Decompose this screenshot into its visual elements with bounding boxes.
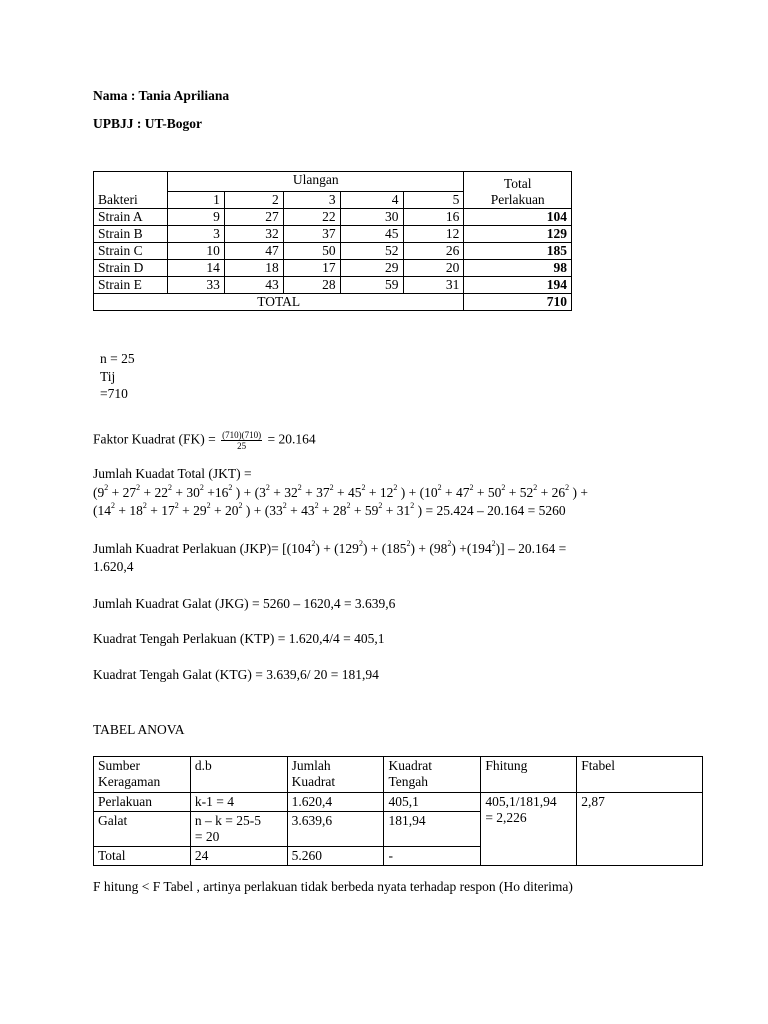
anova-jk: 3.639,6 [287,812,384,847]
table-row [94,243,572,260]
cell: 22 [283,209,340,226]
anova-db: 24 [190,847,287,866]
anova-header-sumber [94,757,191,793]
anova-header-text: Sumber [98,758,140,773]
table-row [94,277,572,294]
cell: 12 [403,226,464,243]
anova-db [190,812,287,847]
anova-header-fhitung: Fhitung [481,757,577,793]
student-name: Nama : Tania Apriliana [93,88,230,103]
rep-header: 3 [283,192,340,209]
grand-total-label: TOTAL [94,294,464,311]
table-row [94,793,703,812]
row-label: Strain C [94,243,168,260]
anova-sumber: Total [94,847,191,866]
table-row [94,260,572,277]
jkp-line-2: 1.620,4 [93,559,134,574]
anova-kt: - [384,847,481,866]
cell: 20 [403,260,464,277]
cell: 52 [340,243,403,260]
cell: 31 [403,277,464,294]
cell: 33 [168,277,225,294]
anova-jk: 5.260 [287,847,384,866]
jkp-line-1: Jumlah Kuadrat Perlakuan $(JKP)= [(104^2) + (129^2) + (185^2) + (98^2) +(194^2)] - 20.164$ = [93,539,567,556]
anova-header-text: Kuadrat [291,774,336,789]
header-total-perlakuan [464,172,572,209]
jkt-line-3: ($14^2 + 18^2 + 17^2 + 29^2 + 20^2$ ) + ($33^2 + 43^2 + 28^2 + 59^2 + 31^2$ ) = 25.424 – 20.164 = 5260 [93,501,566,518]
header-total-line2: Perlakuan [490,192,545,207]
anova-ftabel: 2,87 [577,793,703,866]
grand-total-row [94,294,572,311]
rep-header: 1 [168,192,225,209]
row-total: 129 [464,226,572,243]
jkt-title: Jumlah Kuadat Total (JKT) = [93,466,252,481]
cell: 27 [224,209,283,226]
fk-formula [93,430,316,451]
cell: 59 [340,277,403,294]
cell: 10 [168,243,225,260]
table-row [94,209,572,226]
anova-db-line2: = 20 [194,829,220,844]
upbjj-label: UPBJJ : UT-Bogor [93,116,203,131]
row-label: Strain D [94,260,168,277]
fk-label: Faktor Kuadrat (FK) = [93,431,220,447]
fhitung-line1: 405,1/181,94 [485,794,557,809]
anova-fhitung [481,793,577,866]
cell: 3 [168,226,225,243]
anova-header-ftabel: Ftabel [577,757,703,793]
anova-db: k-1 = 4 [190,793,287,812]
jkt-line-2: ($9^2 + 27^2 + 22^2 + 30^2 +16^2$ ) + ($3^2 + 32^2 + 37^2 + 45^2 + 12^2$ ) + ($10^2 + 47^2 + 50^2 + 52^2 + 26^2$ ) + [93,483,588,500]
fk-denominator: 25 [237,441,247,451]
anova-header-text: Tengah [388,774,429,789]
cell: 43 [224,277,283,294]
row-label: Strain A [94,209,168,226]
header-bakteri: Bakteri [94,172,168,209]
cell: 9 [168,209,225,226]
row-label: Strain B [94,226,168,243]
row-total: 98 [464,260,572,277]
cell: 26 [403,243,464,260]
cell: 32 [224,226,283,243]
jkt-result: = 25.424 – 20.164 = 5260 [422,503,566,518]
jkp-result: – 20.164 = [504,541,567,556]
cell: 18 [224,260,283,277]
cell: 14 [168,260,225,277]
rep-header: 2 [224,192,283,209]
cell: 45 [340,226,403,243]
fk-result: = 20.164 [264,431,316,447]
tij-label: Tij [100,369,116,384]
fk-fraction [221,430,262,451]
anova-jk: 1.620,4 [287,793,384,812]
anova-header-text: Keragaman [98,774,161,789]
ktg-formula: Kuadrat Tengah Galat (KTG) = 3.639,6/ 20 = 181,94 [93,667,379,682]
anova-title: TABEL ANOVA [93,722,185,737]
anova-header-text: Jumlah [291,758,331,773]
anova-db-line1: n – k = 25-5 [194,813,262,828]
jkg-formula: Jumlah Kuadrat Galat (JKG) = 5260 – 1620,4 = 3.639,6 [93,596,396,611]
row-total: 185 [464,243,572,260]
fk-numerator: (710)(710) [222,430,262,440]
cell: 50 [283,243,340,260]
cell: 16 [403,209,464,226]
tij-value: =710 [100,386,128,401]
anova-header-text: Kuadrat [388,758,432,773]
table-row [94,226,572,243]
anova-header-jk [287,757,384,793]
ktp-formula: Kuadrat Tengah Perlakuan (KTP) = 1.620,4/4 = 405,1 [93,631,385,646]
anova-header-db: d.b [190,757,287,793]
grand-total-value: 710 [464,294,572,311]
anova-header-kt [384,757,481,793]
anova-sumber: Galat [94,812,191,847]
cell: 37 [283,226,340,243]
rep-header: 5 [403,192,464,209]
rep-header: 4 [340,192,403,209]
data-table [93,171,572,311]
fhitung-line2: = 2,226 [485,810,527,825]
header-ulangan: Ulangan [168,172,464,192]
cell: 47 [224,243,283,260]
anova-kt: 405,1 [384,793,481,812]
anova-sumber: Perlakuan [94,793,191,812]
cell: 28 [283,277,340,294]
cell: 17 [283,260,340,277]
cell: 30 [340,209,403,226]
n-value: n = 25 [100,351,135,366]
cell: 29 [340,260,403,277]
conclusion: F hitung < F Tabel , artinya perlakuan tidak berbeda nyata terhadap respon (Ho diterima) [93,879,573,894]
header-total-line1: Total [503,176,532,191]
anova-table [93,756,703,866]
anova-kt: 181,94 [384,812,481,847]
row-total: 194 [464,277,572,294]
row-total: 104 [464,209,572,226]
row-label: Strain E [94,277,168,294]
